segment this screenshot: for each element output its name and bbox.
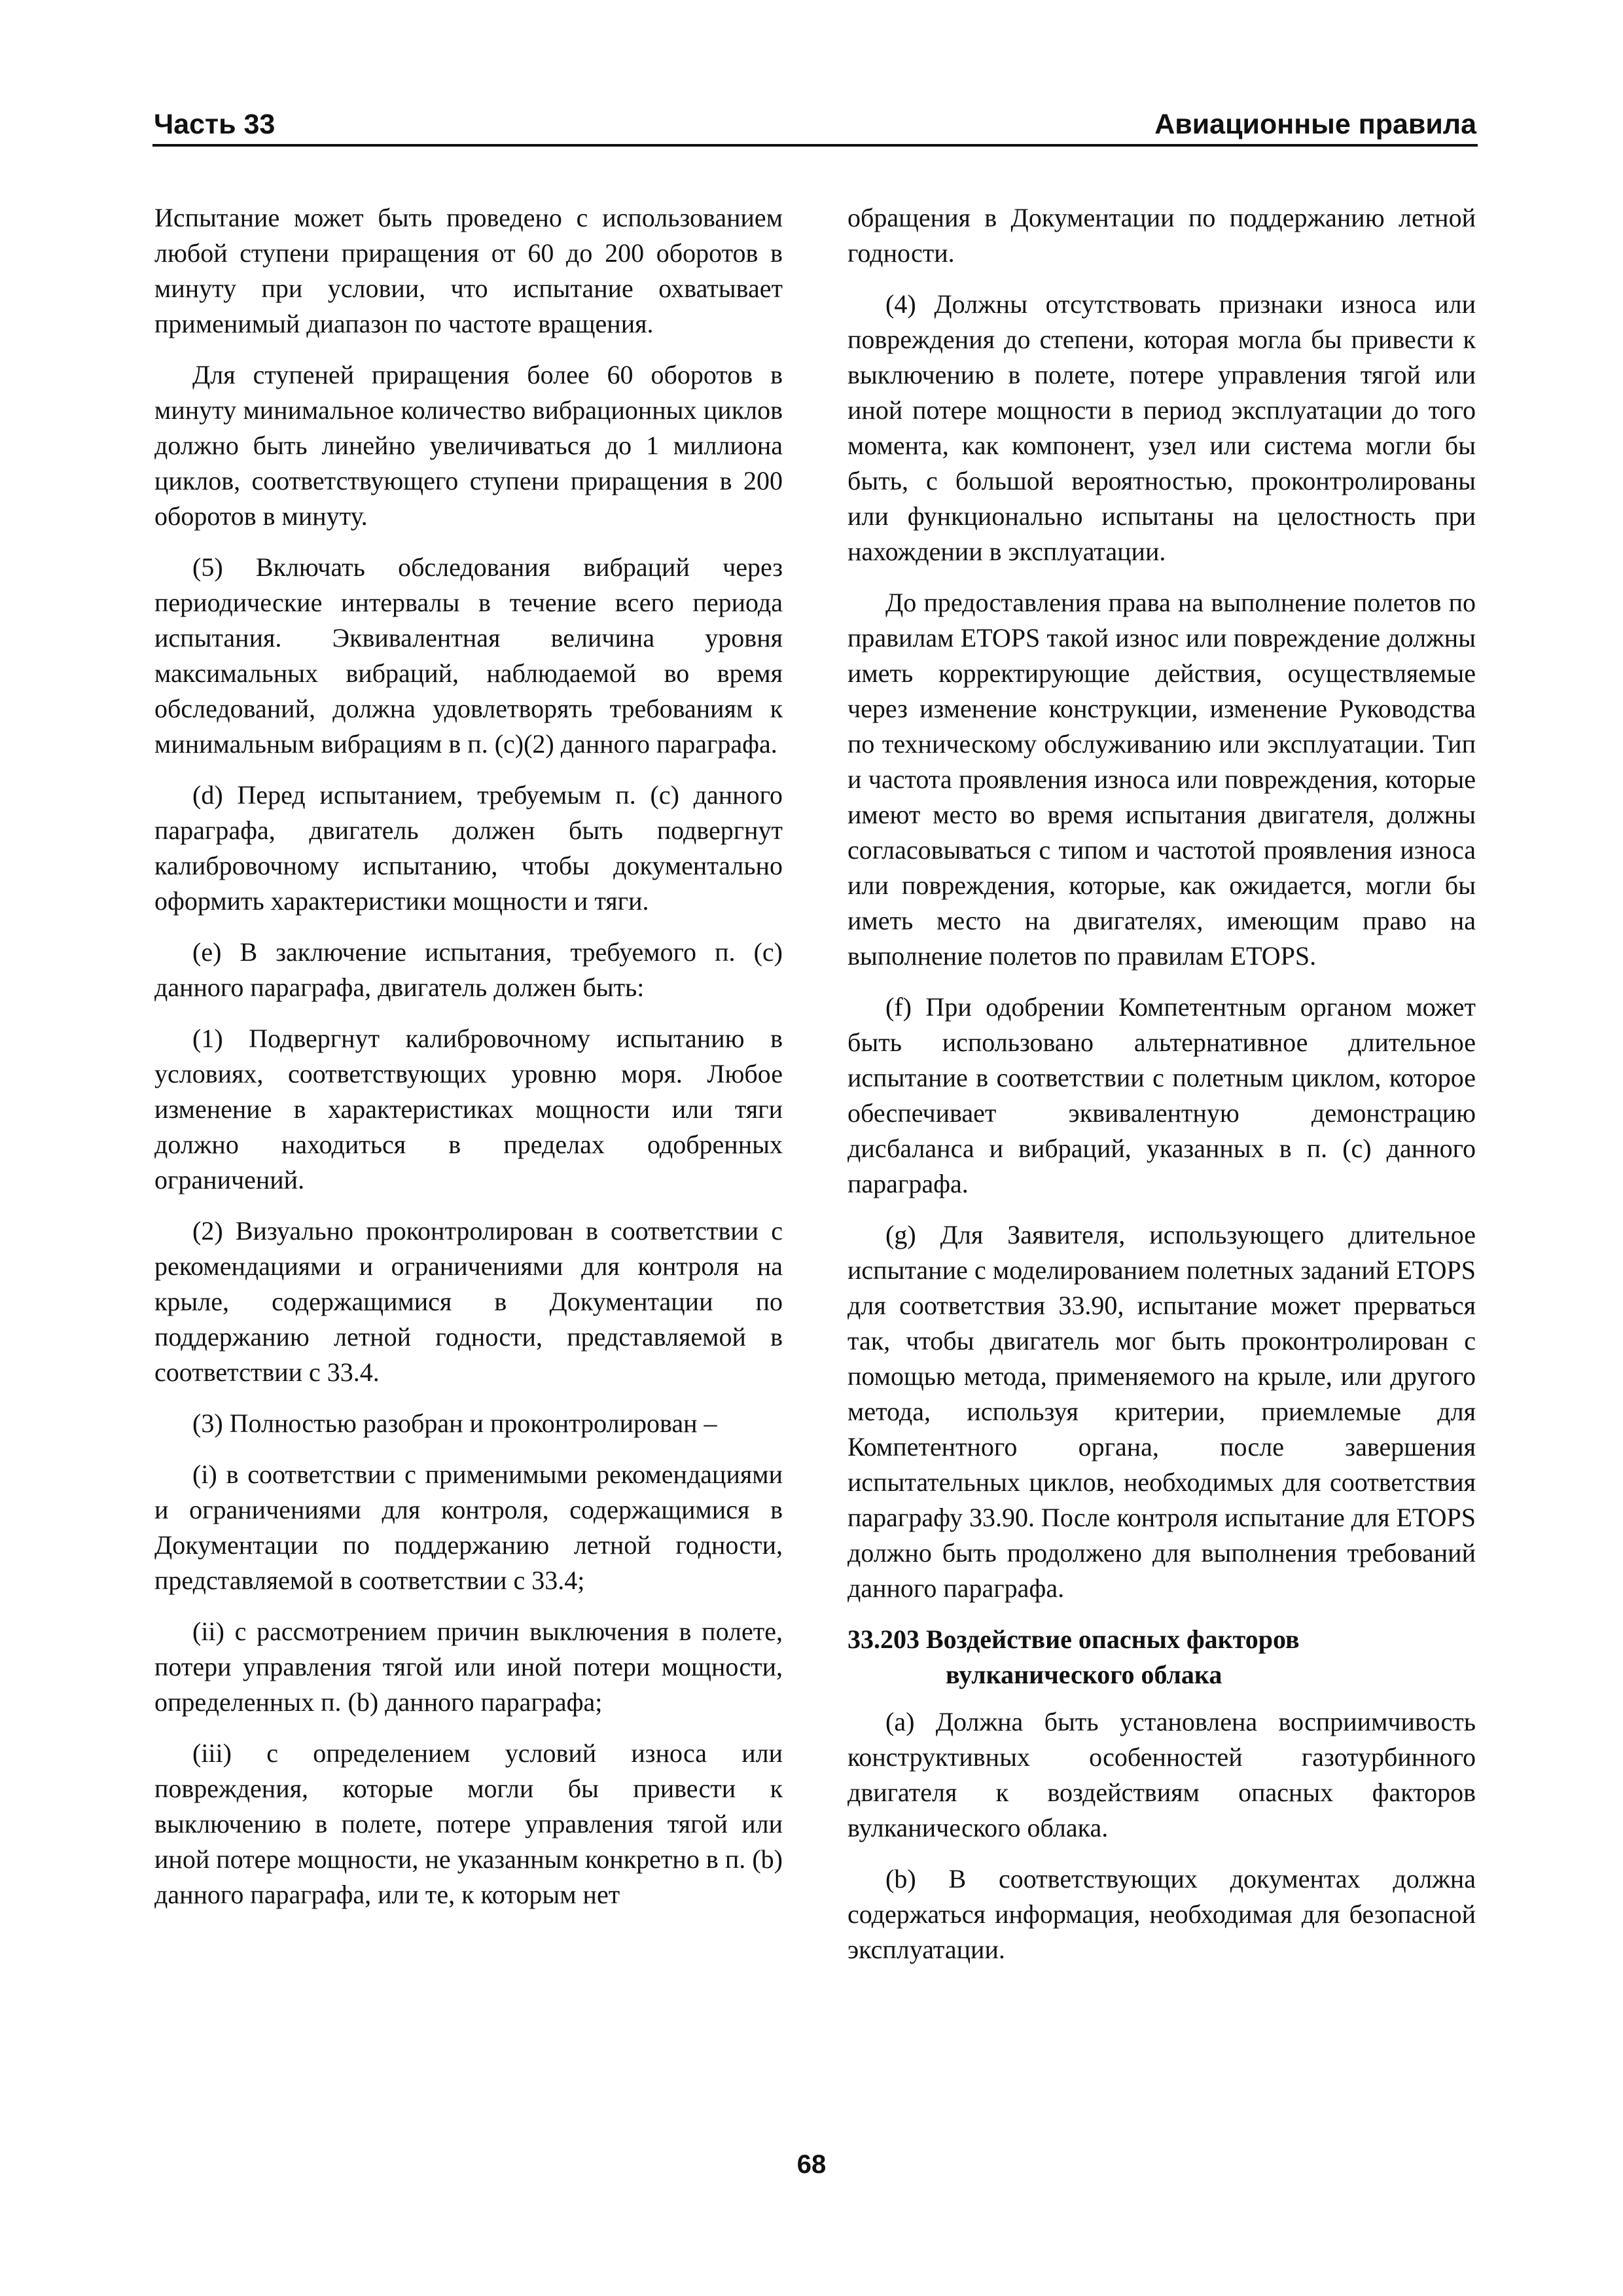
paragraph: (d) Перед испытанием, требуемым п. (с) данного параграфа, двигатель должен быть подвергнут калибровочному испытанию, чтобы документально оформить характеристики мощности и тяги. (154, 780, 783, 916)
paragraph: (a) Должна быть установлена восприимчивость конструктивных особенностей газотурбинного двигателя к воздействиям опасных факторов вулканического облака. (847, 1707, 1476, 1842)
paragraph: (5) Включать обследования вибраций через периодические интервалы в течение всего периода испытания. Эквивалентная величина уровня максимальных вибраций, наблюдаемой во время обследований, должна удовлетворять требованиям к минимальным вибрациям в п. (с)(2) данного параграфа. (154, 552, 783, 759)
paragraph: (b) В соответствующих документах должна содержаться информация, необходимая для безопасной эксплуатации. (847, 1864, 1476, 1964)
page-number: 68 (796, 2150, 827, 2179)
paragraph: Испытание может быть проведено с использованием любой ступени приращения от 60 до 200 оборотов в минуту при условии, что испытание охватывает применимый диапазон по частоте вращения. (154, 203, 783, 338)
paragraph: (е) В заключение испытания, требуемого п. (с) данного параграфа, двигатель должен быть: (154, 937, 783, 1002)
header-part-label: Часть 33 (154, 109, 276, 140)
header-document-title: Авиационные правила (1154, 109, 1476, 140)
paragraph: (2) Визуально проконтролирован в соответствии с рекомендациями и ограничениями для контроля на крыле, содержащимися в Документации по поддержанию летной годности, представляемой в соответствии с 33.4. (154, 1216, 783, 1387)
paragraph: (g) Для Заявителя, использующего длительное испытание с моделированием полетных заданий ETOPS для соответствия 33.90, испытание может прерваться так, чтобы двигатель мог быть проконтролирован с помощью метода, применяемого на крыле, или другого метода, используя критерии, приемлемые для Компетентного органа, после завершения испытательных циклов, необходимых для соответствия параграфу 33.90. После контроля испытание для ETOPS должно быть продолжено для выполнения требований данного параграфа. (847, 1220, 1476, 1603)
paragraph: обращения в Документации по поддержанию летной годности. (847, 203, 1476, 268)
paragraph: (3) Полностью разобран и проконтролирован – (192, 1408, 717, 1438)
right-column (847, 200, 1476, 1983)
paragraph: Для ступеней приращения более 60 оборотов в минуту минимальное количество вибрационных циклов должно быть линейно увеличиваться до 1 миллиона циклов, соответствующего ступени приращения в 200 оборотов в минуту. (154, 360, 783, 531)
section-title-line-1: Воздействие опасных факторов (926, 1624, 1300, 1654)
paragraph: (4) Должны отсутствовать признаки износа или повреждения до степени, которая могла бы привести к выключению в полете, потере управления тягой или иной потере мощности в период эксплуатации до того момента, как компонент, узел или система могли бы быть, с большой вероятностью, проконтролированы или функционально испытаны на целостность при нахождении в эксплуатации. (847, 289, 1476, 566)
paragraph: (f) При одобрении Компетентным органом может быть использовано альтернативное длительное испытание в соответствии с полетным циклом, которое обеспечивает эквивалентную демонстрацию дисбаланса и вибраций, указанных в п. (с) данного параграфа. (847, 992, 1476, 1198)
paragraph: (1) Подвергнут калибровочному испытанию в условиях, соответствующих уровню моря. Любое изменение в характеристиках мощности или тяги должно находиться в пределах одобренных ограничений. (154, 1024, 783, 1194)
paragraph: (i) в соответствии с применимыми рекомендациями и ограничениями для контроля, содержащимися в Документации по поддержанию летной годности, представляемой в соответствии с 33.4; (154, 1460, 783, 1595)
section-number: 33.203 (847, 1624, 926, 1654)
page-header (152, 105, 1478, 147)
left-column (154, 200, 783, 1928)
paragraph: (ii) с рассмотрением причин выключения в полете, потери управления тягой или иной потери мощности, определенных п. (b) данного параграфа; (154, 1617, 783, 1717)
section-title-line-2: вулканического облака (946, 1660, 1222, 1689)
paragraph: До предоставления права на выполнение полетов по правилам ETOPS такой износ или повреждение должны иметь корректирующие действия, осуществляемые через изменение конструкции, изменение Руководства по техническому обслуживанию или эксплуатации. Тип и частота проявления износа или повреждения, которые имеют место во время испытания двигателя, должны согласовываться с типом и частотой проявления износа или повреждения, которые, как ожидается, могли бы иметь место на двигателях, имеющим право на выполнение полетов по правилам ETOPS. (847, 588, 1476, 971)
section-heading (847, 1622, 1476, 1693)
paragraph: (iii) с определением условий износа или повреждения, которые могли бы привести к выключению в полете, потере управления тягой или иной потере мощности, не указанным конкретно в п. (b) данного параграфа, или те, к которым нет (154, 1738, 783, 1909)
